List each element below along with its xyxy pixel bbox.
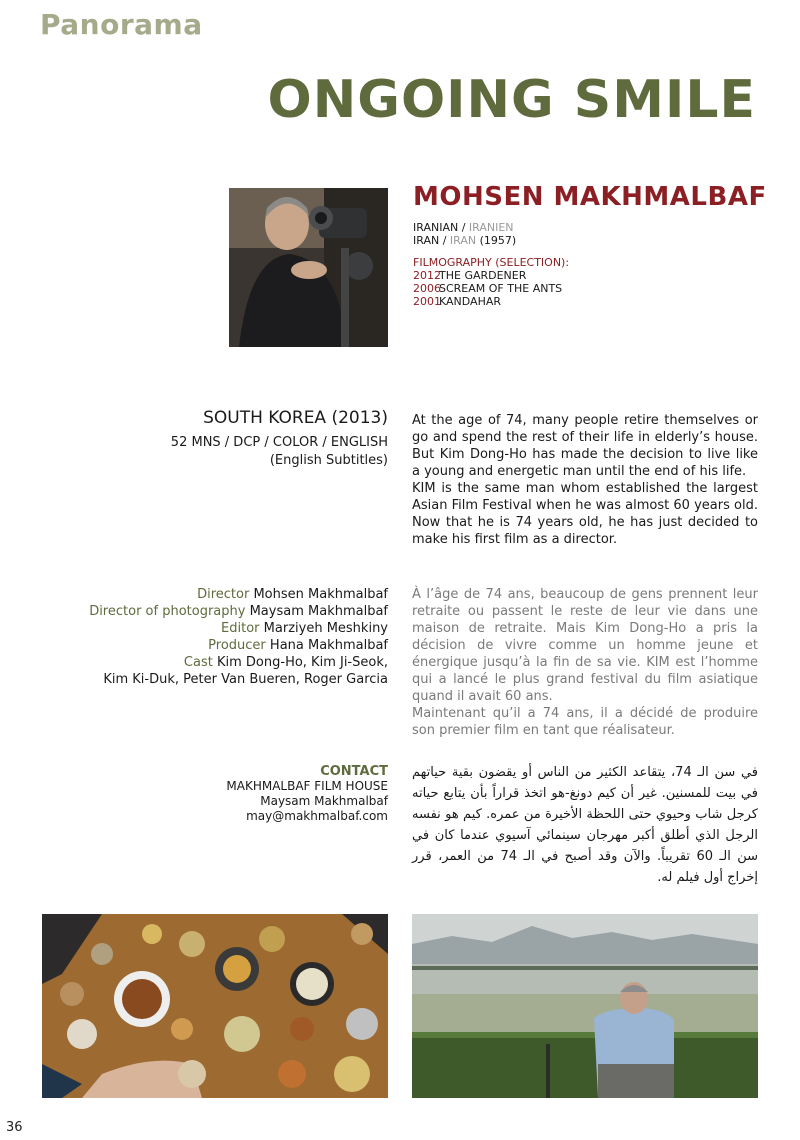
filmography-item <box>413 282 562 295</box>
director-name: MOHSEN MAKHMALBAF <box>413 182 767 212</box>
filmography-year: 2001 <box>413 295 441 308</box>
country-fr: IRAN <box>449 234 477 247</box>
credit-role: Editor <box>221 621 260 636</box>
credit-line <box>48 603 388 620</box>
director-nationality: IRANIAN / IRANIEN IRAN / IRAN (1957) <box>413 221 517 247</box>
synopsis-en-paragraph: At the age of 74, many people retire themselves or go and spend the rest of their life in elderly’s house. But Kim Dong-Ho has made the decision to live like a young and energetic man until the end of his life. <box>412 413 758 479</box>
film-still-food-table <box>42 914 388 1098</box>
credit-name: Maysam Makhmalbaf <box>249 604 388 619</box>
credit-role: Cast <box>183 655 213 670</box>
contact-block <box>226 764 388 824</box>
filmography-item <box>413 269 562 282</box>
nationality-fr: IRANIEN <box>468 221 514 234</box>
film-format: 52 MNS / DCP / COLOR / ENGLISH <box>170 435 388 450</box>
credit-line <box>48 620 388 637</box>
filmography-list <box>413 269 562 308</box>
synopsis-english <box>412 412 758 548</box>
nationality-en: IRANIAN <box>413 221 459 234</box>
filmography-title: KANDAHAR <box>439 295 502 308</box>
credit-name: Marziyeh Meshkiny <box>263 621 388 636</box>
filmography-year: 2006 <box>413 282 441 295</box>
contact-company: MAKHMALBAF FILM HOUSE <box>226 779 388 793</box>
contact-email[interactable]: may@makhmalbaf.com <box>246 809 388 823</box>
credit-name: Kim Ki-Duk, Peter Van Bueren, Roger Garcia <box>103 672 388 687</box>
synopsis-en-paragraph: KIM is the same man whom established the largest Asian Film Festival when he was almost 60 years old. Now that he is 74 years old, he has just decided to make his first film as a director. <box>412 481 758 547</box>
filmography-item <box>413 295 562 308</box>
filmography-title: THE GARDENER <box>439 269 527 282</box>
synopsis-french <box>412 586 758 739</box>
film-still-lake-scene <box>412 914 758 1098</box>
synopsis-fr-paragraph: À l’âge de 74 ans, beaucoup de gens prennent leur retraite ou passent le reste de leur vie dans une maison de retraite. Mais Kim Dong-Ho a pris la décision de vivre comme un homme jeune et énergique jusqu’à la fin de sa vie. KIM est l’homme qui a lancé le plus grand festival du film asiatique quand il avait 60 ans. <box>412 587 758 704</box>
synopsis-arabic: في سن الـ 74، يتقاعد الكثير من الناس أو يقضون بقية حياتهم في بيت للمسنين. غير أن كيم دونغ-هو اتخذ قراراً بأن يتابع حياته كرجل شاب وحيوي حتى اللحظة الأخيرة من عمره. كيم هو نفسه الرجل الذي أطلق أكبر مهرجان سينمائي آسيوي عندما كان في سن الـ 60 تقريباً. والآن وقد أصبح في الـ 74 من العمر، قرر إخراج أول فيلم له. <box>412 765 759 885</box>
credit-line <box>48 671 388 688</box>
country-en: IRAN <box>413 234 440 247</box>
credit-name: Kim Dong-Ho, Kim Ji-Seok, <box>216 655 388 670</box>
director-portrait <box>229 188 388 347</box>
credit-role: Director <box>197 587 250 602</box>
film-country-year: SOUTH KOREA (2013) <box>203 408 388 428</box>
contact-person: Maysam Makhmalbaf <box>260 794 388 808</box>
credit-name: Mohsen Makhmalbaf <box>253 587 388 602</box>
film-specs <box>171 434 388 470</box>
synopsis-fr-paragraph: Maintenant qu’il a 74 ans, il a décidé de produire son premier film en tant que réalisateur. <box>412 706 758 738</box>
film-subtitles: (English Subtitles) <box>269 453 388 468</box>
credit-role: Producer <box>208 638 266 653</box>
birth-year: (1957) <box>479 234 517 247</box>
credit-line <box>48 586 388 603</box>
film-title: ONGOING SMILE <box>267 70 756 130</box>
credits-block <box>48 586 388 688</box>
credit-role: Director of photography <box>89 604 246 619</box>
credit-name: Hana Makhmalbaf <box>269 638 388 653</box>
credit-line <box>48 654 388 671</box>
filmography-label: FILMOGRAPHY (SELECTION): <box>413 256 570 269</box>
contact-label: CONTACT <box>320 764 388 779</box>
section-label: Panorama <box>40 8 203 41</box>
page-number: 36 <box>6 1120 23 1135</box>
filmography-title: SCREAM OF THE ANTS <box>439 282 563 295</box>
filmography-year: 2012 <box>413 269 441 282</box>
credit-line <box>48 637 388 654</box>
